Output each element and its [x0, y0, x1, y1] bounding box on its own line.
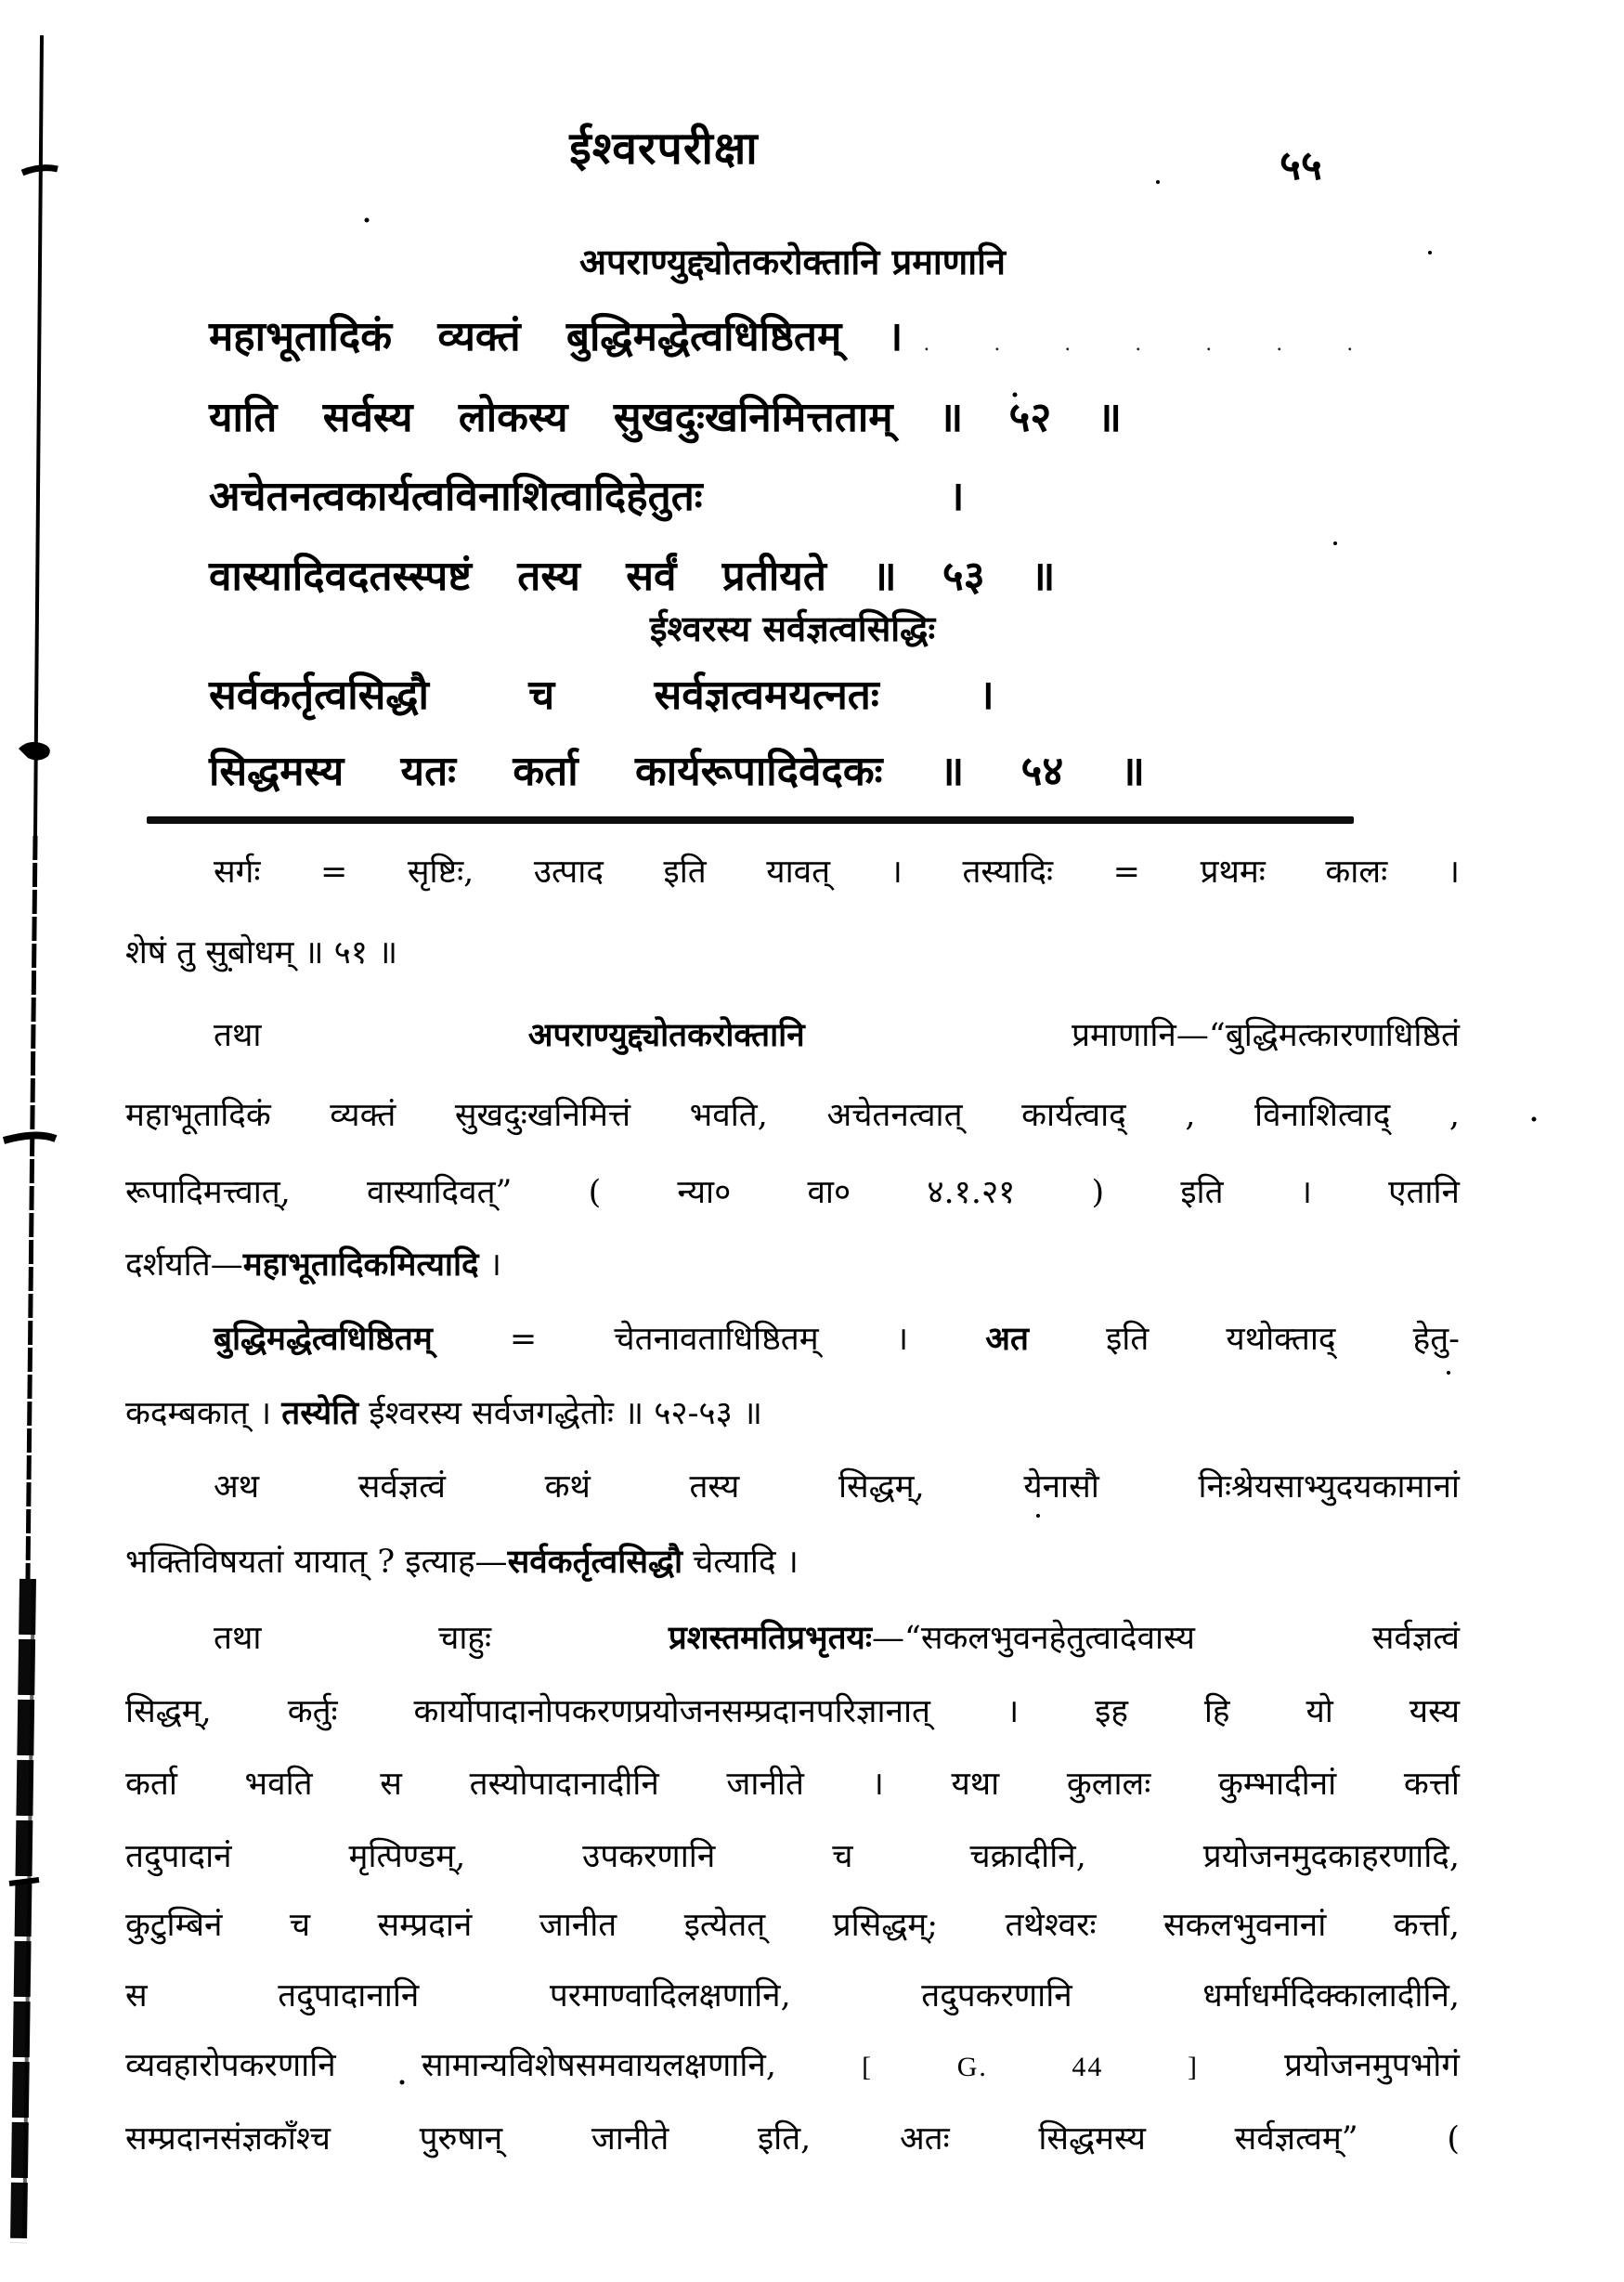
verse-subheading-sarvajnatva: ईश्वरस्य सर्वज्ञत्वसिद्धिः [649, 607, 936, 649]
book-title: ईश्वरपरीक्षा [569, 123, 759, 175]
commentary-line-6 [125, 1245, 1460, 1286]
verse-53-line-1-text: अचेतनत्वकार्यत्वविनाशित्वादिहेतुतः [209, 473, 703, 520]
commentary-line-6-pratika: महाभूतादिकमित्यादि [242, 1245, 479, 1284]
commentary-line-6-c: । [478, 1246, 501, 1284]
commentary-line-7-pratika-2: अत [985, 1320, 1029, 1358]
commentary-line-10-pratika: सर्वकर्तृत्वसिद्धौ [507, 1543, 683, 1581]
commentary-line-3-c: प्रमाणानि—“बुद्धिमत्कारणाधिष्ठितं [1072, 1017, 1460, 1054]
verse-section [125, 0, 1460, 841]
verse-52-line-2: याति सर्वस्य लोकस्य सुखदुःखनिमित्तताम् ॥ ५२ ॥ [209, 394, 1122, 441]
commentary-line-7-d: इति यथोक्ताद् हेतु- [1028, 1321, 1460, 1358]
commentary-line-3-a: तथा [214, 1017, 262, 1054]
commentary-line-7 [214, 1319, 1460, 1361]
commentary-line-10-c: चेत्यादि । [682, 1544, 799, 1581]
verse-54-line-1: सर्वकर्तृत्वसिद्धौ च सर्वज्ञत्वमयत्नतः । [209, 672, 994, 719]
commentary-line-12: सिद्धम्, कर्तुः कार्योपादानोपकरणप्रयोजनसम्प्रदानपरिज्ञानात् । इह हि यो यस्य [125, 1693, 1460, 1730]
commentary-line-4: महाभूतादिकं व्यक्तं सुखदुःखनिमित्तं भवति, अचेतनत्वात् कार्यत्वाद् , विनाशित्वाद् , [125, 1097, 1460, 1134]
gloss-page-marker: [ G. 44 ] [862, 2052, 1199, 2082]
commentary-line-16: स तदुपादानानि परमाण्वादिलक्षणानि, तदुपकरणानि धर्माधर्मदिक्कालादीनि, [125, 1977, 1460, 2015]
commentary-line-18: सम्प्रदानसंज्ञकाँश्च पुरुषान् जानीते इति, अतः सिद्धमस्य सर्वज्ञत्वम्” ( [125, 2120, 1460, 2158]
commentary-line-11-name: प्रशस्तमतिप्रभृतयः [668, 1619, 872, 1657]
commentary-line-9: अथ सर्वज्ञत्वं कथं तस्य सिद्धम्, येनासौ निःश्रेयसाभ्युदयकामानां [214, 1468, 1460, 1506]
commentary-line-13: कर्ता भवति स तस्योपादानादीनि जानीते । यथा कुलालः कुम्भादीनां कर्त्ता [125, 1766, 1460, 1803]
commentary-line-10 [125, 1542, 1460, 1584]
commentary-line-17-c: प्रयोजनमुपभोगं [1284, 2047, 1460, 2084]
commentary-line-6-a: दर्शयति— [125, 1246, 243, 1284]
commentary-line-11 [214, 1618, 1460, 1660]
commentary-line-17-a: व्यवहारोपकरणानि सामान्यविशेषसमवायलक्षणानि, [125, 2047, 776, 2084]
commentary-line-3-pratika: अपराण्युद्द्योतकरोक्तानि [527, 1016, 805, 1054]
verse-53-line-1 [209, 466, 964, 522]
commentary-line-11-c: —“सकलभुवनहेतुत्वादेवास्य सर्वज्ञत्वं [871, 1620, 1461, 1657]
commentary-line-15: कुटुम्बिनं च सम्प्रदानं जानीत इत्येतत् प्रसिद्धम्; तथेश्वरः सकलभुवनानां कर्त्ता, [125, 1907, 1460, 1944]
verse-53-line-2: वास्यादिवदतस्स्पष्टं तस्य सर्वं प्रतीयते ॥ ५३ ॥ [209, 553, 1056, 600]
commentary-line-8-c: ईश्वरस्य सर्वजगद्धेतोः ॥ ५२-५३ ॥ [358, 1395, 762, 1432]
commentary-line-8-pratika: तस्येति [281, 1394, 359, 1432]
page-number: ५५ [1280, 142, 1322, 189]
verse-53-danda: । [948, 473, 965, 520]
verse-52-line-1-text: महाभूतादिकं व्यक्तं बुद्धिमद्धेत्वधिष्ठितम् । [209, 313, 903, 360]
separator-rule [147, 816, 1354, 824]
verse-52-line-1 [209, 306, 1366, 362]
commentary-line-11-a: तथा चाहुः [214, 1620, 669, 1657]
commentary-line-1: सर्गः = सृष्टिः, उत्पाद इति यावत् । तस्यादिः = प्रथमः कालः । [214, 854, 1460, 891]
verse-subheading-pramanani: अपराण्युद्द्योतकरोक्तानि प्रमाणानि [578, 241, 1007, 282]
commentary-line-14: तदुपादानं मृत्पिण्डम्, उपकरणानि च चक्रादीनि, प्रयोजनमुदकाहरणादि, [125, 1838, 1460, 1875]
commentary-line-8-a: कदम्बकात् । [125, 1395, 282, 1432]
commentary-line-7-b: = चेतनावताधिष्ठितम् । [432, 1321, 986, 1358]
commentary-line-2: शेषं तु सुबोधम् ॥ ५१ ॥ [125, 934, 398, 971]
verse-54-line-2: सिद्धमस्य यतः कर्ता कार्यरूपादिवेदकः ॥ ५४ ॥ [209, 748, 1145, 795]
commentary-line-17 [125, 2046, 1460, 2087]
commentary-line-8 [125, 1393, 1460, 1435]
commentary-line-3 [214, 1015, 1460, 1057]
commentary-line-10-a: भक्तिविषयतां यायात् ? इत्याह— [125, 1544, 508, 1581]
commentary-line-7-pratika: बुद्धिमद्धेत्वधिष्ठितम् [214, 1320, 433, 1358]
dotted-trail: . . . . . . . [923, 333, 1367, 356]
commentary-line-5: रूपादिमत्त्वात्, वास्यादिवत्” ( न्या० वा० ४.१.२१ ) इति । एतानि [125, 1174, 1460, 1211]
